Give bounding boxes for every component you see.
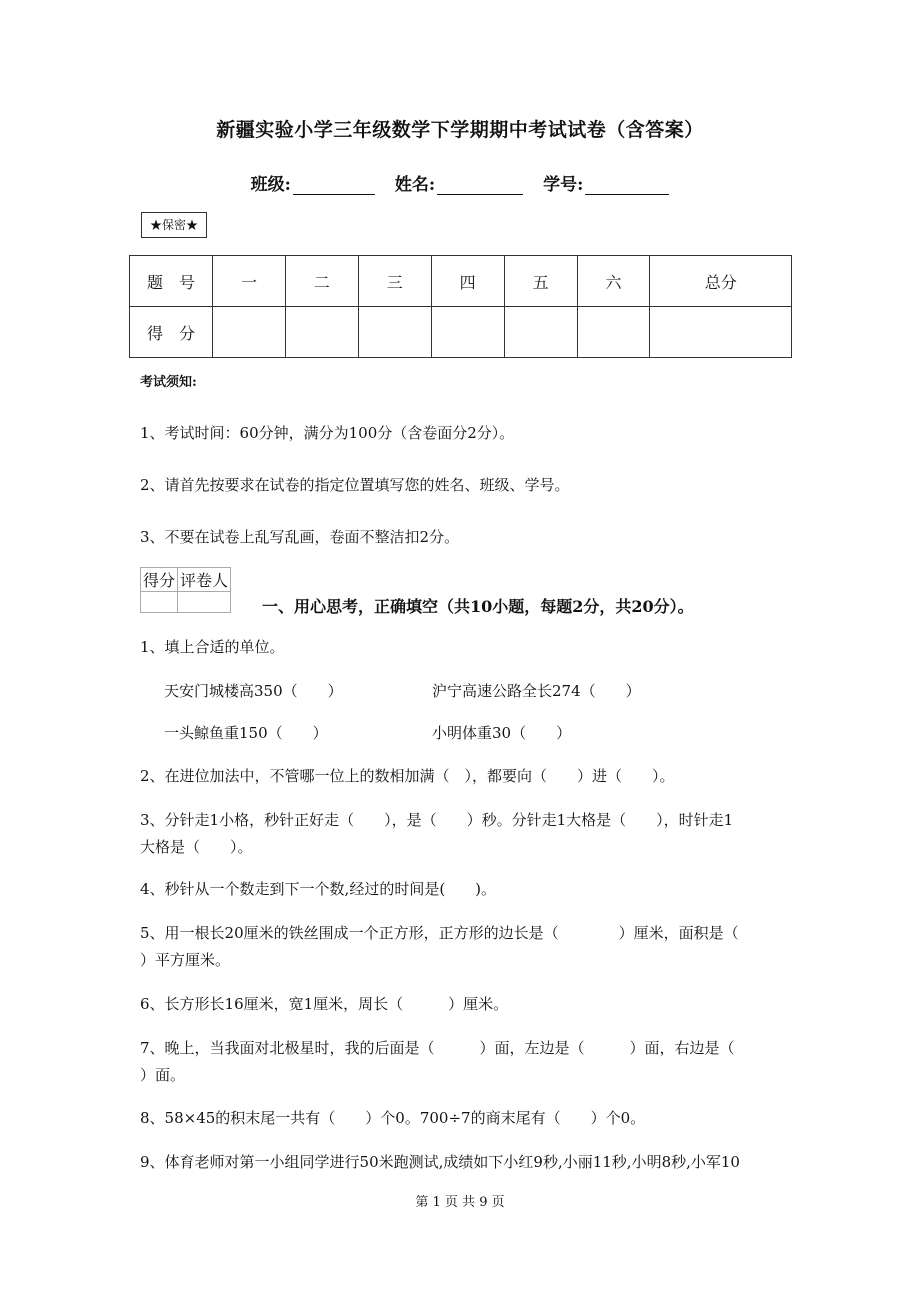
question-7-line1: 7、晚上，当我面对北极星时，我的后面是（ ）面，左边是（ ）面，右边是（ — [140, 1039, 735, 1057]
question-1c: 一头鲸鱼重150（ ） — [164, 724, 328, 742]
notice-item: 1、考试时间：60分钟，满分为100分（含卷面分2分）。 — [140, 424, 515, 442]
column-header: 四 — [431, 256, 504, 307]
notice-item: 2、请首先按要求在试卷的指定位置填写您的姓名、班级、学号。 — [140, 476, 570, 494]
score-cell[interactable] — [358, 307, 431, 358]
score-cell[interactable] — [431, 307, 504, 358]
question-6: 6、长方形长16厘米，宽1厘米，周长（ ）厘米。 — [140, 995, 509, 1013]
class-blank[interactable] — [293, 176, 375, 195]
question-3-line1: 3、分针走1小格，秒针正好走（ ），是（ ）秒。分针走1大格是（ ），时针走1 — [140, 811, 734, 829]
question-number-label: 题 号 — [130, 256, 213, 307]
page-title: 新疆实验小学三年级数学下学期期中考试试卷（含答案） — [216, 119, 704, 141]
grader-box — [140, 567, 231, 613]
class-field[interactable] — [251, 170, 375, 195]
score-cell[interactable] — [577, 307, 650, 358]
notice-heading: 考试须知: — [140, 375, 197, 390]
class-label: 班级: — [250, 175, 291, 195]
name-blank[interactable] — [437, 176, 523, 195]
score-table-header-row — [130, 256, 792, 307]
grader-score-cell[interactable] — [141, 592, 178, 613]
grader-name-cell[interactable] — [178, 592, 231, 613]
notice-item: 3、不要在试卷上乱写乱画，卷面不整洁扣2分。 — [140, 528, 460, 546]
column-header: 一 — [213, 256, 286, 307]
name-field[interactable] — [395, 170, 523, 195]
student-id-blank[interactable] — [585, 176, 669, 195]
question-7-line2: ）面。 — [140, 1066, 186, 1084]
score-cell[interactable] — [213, 307, 286, 358]
score-cell[interactable] — [504, 307, 577, 358]
column-header: 二 — [285, 256, 358, 307]
name-label: 姓名: — [394, 175, 436, 195]
score-cell[interactable] — [285, 307, 358, 358]
question-8: 8、58×45的积末尾一共有（ ）个0。700÷7的商末尾有（ ）个0。 — [140, 1109, 646, 1127]
question-4: 4、秒针从一个数走到下一个数,经过的时间是( )。 — [140, 880, 497, 898]
student-id-field[interactable] — [543, 170, 669, 195]
grader-name-label: 评卷人 — [178, 568, 231, 592]
confidential-badge: ★保密★ — [141, 212, 207, 238]
question-2: 2、在进位加法中，不管哪一位上的数相加满（ ），都要向（ ）进（ ）。 — [140, 767, 675, 785]
grader-score-label: 得分 — [141, 568, 178, 592]
question-1b: 沪宁高速公路全长274（ ） — [432, 682, 641, 700]
student-id-label: 学号: — [543, 175, 584, 195]
question-9-line1: 9、体育老师对第一小组同学进行50米跑测试,成绩如下小红9秒,小丽11秒,小明8秒,小军10 — [140, 1153, 740, 1171]
question-1d: 小明体重30（ ） — [432, 724, 572, 742]
column-header: 三 — [358, 256, 431, 307]
column-header: 总分 — [650, 256, 792, 307]
question-5-line2: ）平方厘米。 — [140, 951, 231, 969]
score-table — [129, 255, 792, 358]
student-info-row — [0, 170, 920, 195]
page-footer: 第 1 页 共 9 页 — [415, 1195, 505, 1210]
question-3-line2: 大格是（ ）。 — [140, 838, 253, 856]
score-table-score-row — [130, 307, 792, 358]
section-title: 一、用心思考，正确填空（共10小题，每题2分，共20分）。 — [262, 597, 694, 616]
column-header: 六 — [577, 256, 650, 307]
score-label: 得 分 — [130, 307, 213, 358]
question-1: 1、填上合适的单位。 — [140, 638, 285, 656]
column-header: 五 — [504, 256, 577, 307]
question-1a: 天安门城楼高350（ ） — [164, 682, 343, 700]
question-5-line1: 5、用一根长20厘米的铁丝围成一个正方形，正方形的边长是（ ）厘米，面积是（ — [140, 924, 739, 942]
score-cell[interactable] — [650, 307, 792, 358]
